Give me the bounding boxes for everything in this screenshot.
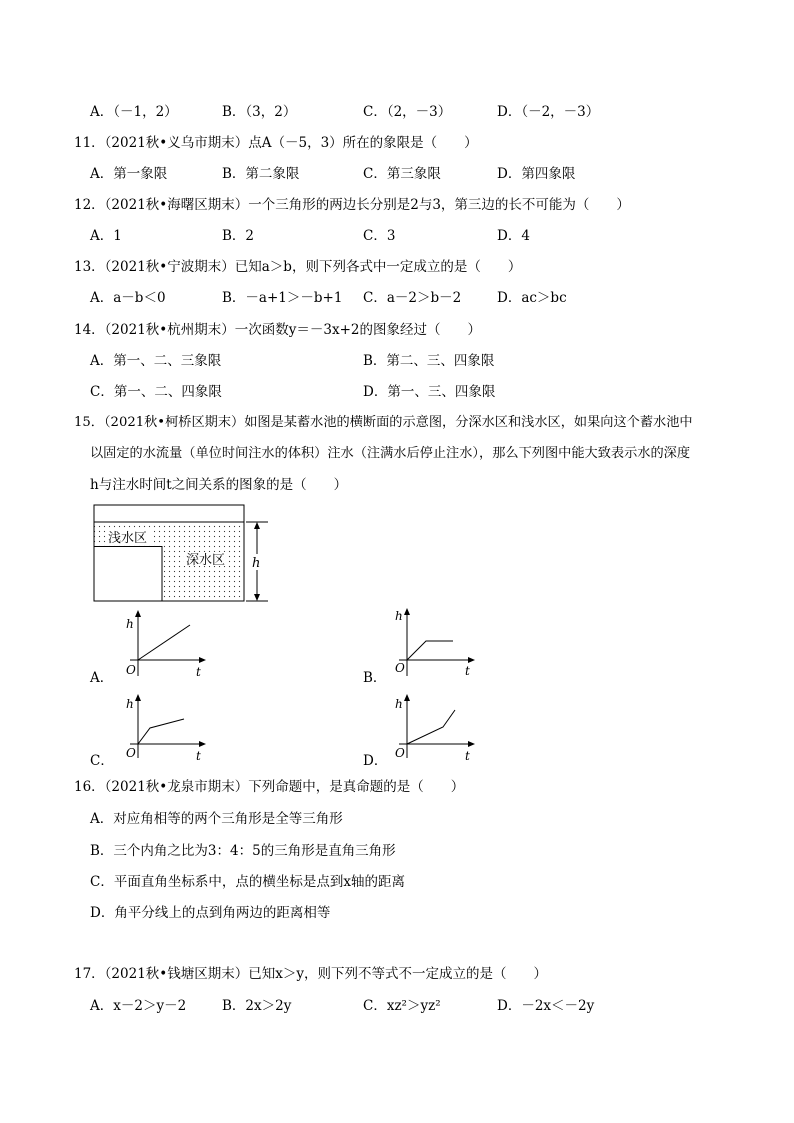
q16-option-b: B．三个内角之比为3：4：5的三角形是直角三角形: [90, 843, 396, 859]
graph-a-h-label: h: [126, 617, 134, 631]
height-label: h: [252, 556, 261, 571]
q10-option-a: A．（－1，2）: [90, 104, 178, 120]
q11-option-d: D．第四象限: [497, 166, 576, 182]
q13-option-d: D．ac＞bc: [497, 290, 567, 306]
q15-graph-d: [383, 690, 483, 762]
graph-b-curve: [407, 641, 453, 660]
q14-option-d: D．第一、三、四象限: [363, 384, 496, 400]
graph-d-origin-label: O: [395, 746, 405, 760]
q15-stem-line-2: 以固定的水流量（单位时间注水的体积）注水（注满水后停止注水），那么下列图中能大致表示水的深度: [90, 446, 691, 461]
shallow-zone-label: 浅水区: [108, 531, 148, 546]
q12-stem: 12．（2021秋•海曙区期末）一个三角形的两边长分别是2与3，第三边的长不可能为（ ）: [74, 197, 630, 213]
q16-option-c: C．平面直角坐标系中，点的横坐标是点到x轴的距离: [90, 874, 405, 890]
graph-c-t-label: t: [196, 749, 201, 762]
q13-option-a: A．a－b＜0: [90, 290, 166, 306]
q15-graph-a: [110, 608, 210, 680]
q10-option-c: C．（2，－3）: [363, 104, 452, 120]
graph-a-t-label: t: [196, 665, 201, 679]
q10-option-b: B．（3，2）: [222, 104, 297, 120]
graph-c-curve: [138, 719, 184, 744]
q13-option-b: B．－a+1＞－b+1: [222, 290, 343, 306]
q16-option-a: A．对应角相等的两个三角形是全等三角形: [90, 811, 343, 827]
graph-d-h-label: h: [395, 697, 403, 711]
deep-zone-label: 深水区: [186, 553, 226, 568]
q15-option-a-label: A．: [90, 670, 114, 686]
q15-option-b-label: B．: [363, 670, 387, 686]
q14-option-a: A．第一、二、三象限: [90, 353, 222, 369]
q17-option-d: D．－2x＜－2y: [497, 998, 595, 1014]
q15-option-d-label: D．: [363, 753, 388, 769]
q14-option-b: B．第二、三、四象限: [363, 353, 495, 369]
q14-option-c: C．第一、二、四象限: [90, 384, 222, 400]
q11-stem: 11．（2021秋•义乌市期末）点A（－5，3）所在的象限是（ ）: [74, 135, 478, 151]
q17-option-c: C．xz²＞yz²: [363, 998, 441, 1014]
q15-stem-line-1: 15．（2021秋•柯桥区期末）如图是某蓄水池的横断面的示意图，分深水区和浅水区，如果向这个蓄水池中: [74, 415, 693, 430]
q15-graph-c: [110, 690, 210, 762]
graph-c-origin-label: O: [126, 746, 136, 760]
reservoir-cross-section-figure: [88, 500, 278, 606]
q11-option-a: A．第一象限: [90, 166, 168, 182]
graph-b-t-label: t: [465, 664, 470, 678]
q13-option-c: C．a－2＞b－2: [363, 290, 462, 306]
q12-option-c: C．3: [363, 228, 396, 244]
q17-stem: 17．（2021秋•钱塘区期末）已知x＞y，则下列不等式不一定成立的是（ ）: [74, 966, 547, 982]
q10-option-d: D．（－2，－3）: [497, 104, 600, 120]
q16-stem: 16．（2021秋•龙泉市期末）下列命题中，是真命题的是（ ）: [74, 779, 465, 795]
q15-stem-line-3: h与注水时间t之间关系的图象的是（ ）: [90, 477, 348, 493]
graph-b-origin-label: O: [395, 661, 405, 675]
q13-stem: 13．（2021秋•宁波期末）已知a＞b，则下列各式中一定成立的是（ ）: [74, 259, 522, 275]
q15-graph-b: [383, 604, 483, 680]
q11-option-c: C．第三象限: [363, 166, 441, 182]
q11-option-b: B．第二象限: [222, 166, 300, 182]
graph-d-t-label: t: [465, 749, 470, 762]
q17-option-b: B．2x＞2y: [222, 998, 292, 1014]
q17-option-a: A．x－2＞y－2: [90, 998, 187, 1014]
q15-option-c-label: C．: [90, 753, 114, 769]
graph-d-curve: [407, 710, 455, 744]
graph-b-h-label: h: [395, 609, 403, 623]
q16-option-d: D．角平分线上的点到角两边的距离相等: [90, 905, 331, 921]
graph-c-h-label: h: [126, 697, 134, 711]
graph-a-origin-label: O: [126, 663, 136, 677]
graph-a-curve: [138, 625, 190, 660]
q14-stem: 14．（2021秋•杭州期末）一次函数y＝－3x+2的图象经过（ ）: [74, 322, 481, 338]
q12-option-d: D．4: [497, 228, 530, 244]
q12-option-a: A．1: [90, 228, 122, 244]
q12-option-b: B．2: [222, 228, 255, 244]
